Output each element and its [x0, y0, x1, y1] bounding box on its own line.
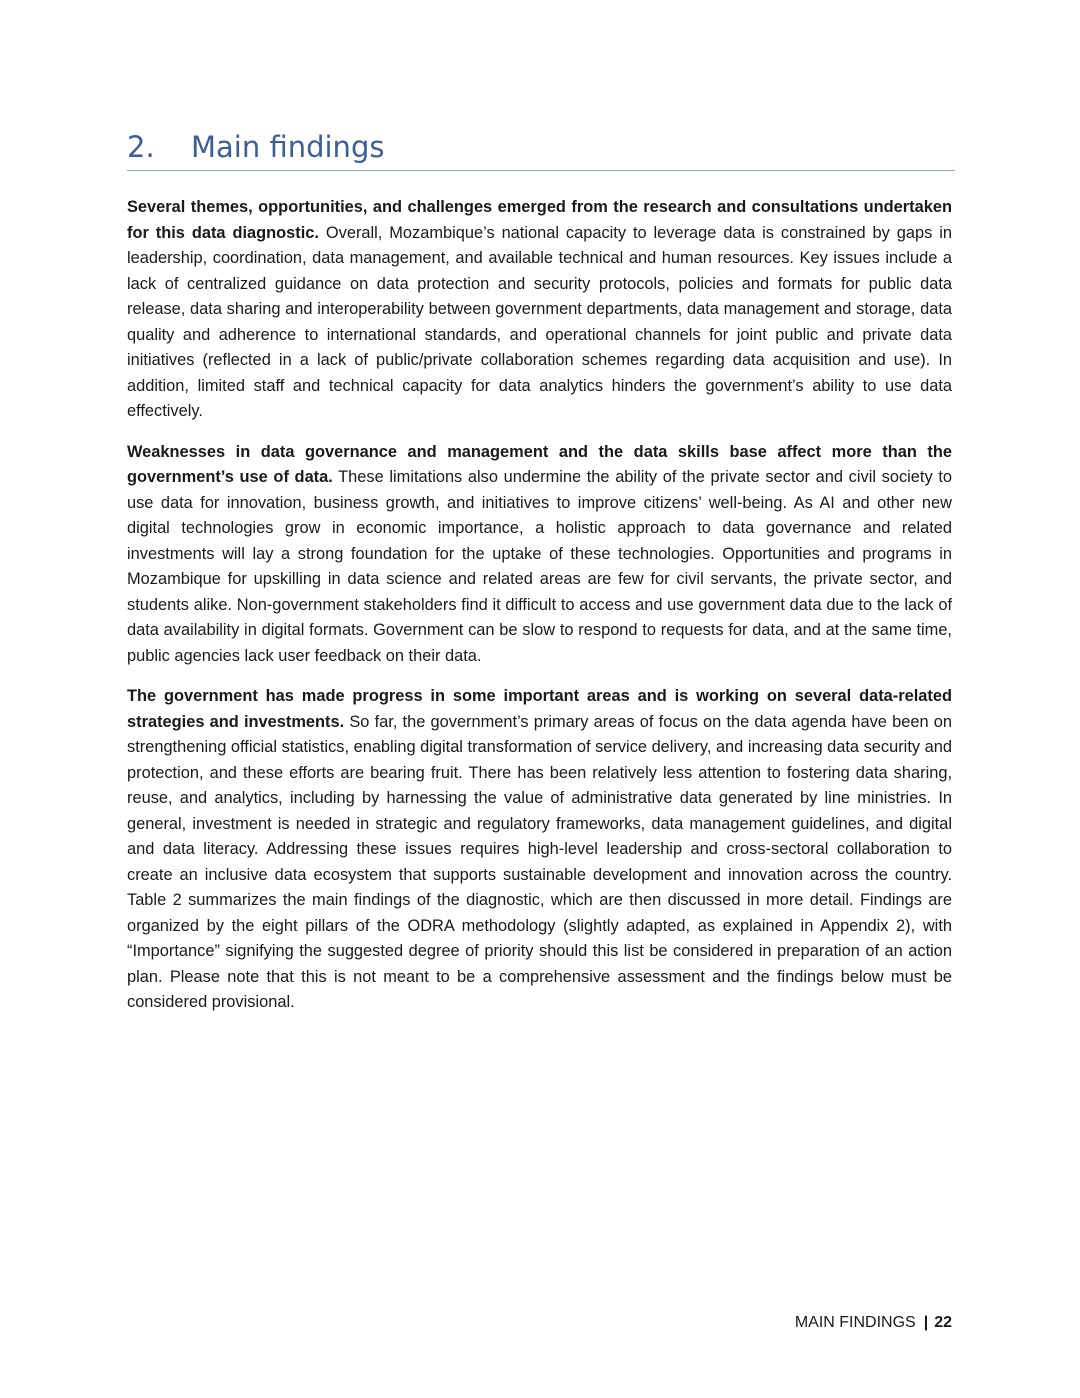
- running-title: MAIN FINDINGS: [794, 1314, 916, 1331]
- paragraph-3: [127, 684, 952, 1016]
- paragraph-3-lead: The government has made progress in some important areas and is working on several data-related strategies and investments.: [127, 687, 952, 731]
- paragraph-1-text: Overall, Mozambique’s national capacity to leverage data is constrained by gaps in leadership, coordination, data management, and available technical and human resources. Key issues include a lack of centralized guidance on data protection and security protocols, policies and formats for public data release, data sharing and interoperability between government departments, data management and storage, data quality and adherence to international standards, and operational channels for joint public and private data initiatives (reflected in a lack of public/private collaboration schemes regarding data acquisition and use). In addition, limited staff and technical capacity for data analytics hinders the government’s ability to use data effectively.: [127, 223, 952, 420]
- section-heading: [127, 128, 955, 171]
- paragraph-1: [127, 195, 952, 425]
- page-footer: [795, 1311, 952, 1335]
- footer-separator: |: [923, 1314, 929, 1331]
- body-text: [127, 195, 952, 1031]
- paragraph-2-text: These limitations also undermine the ability of the private sector and civil society to use data for innovation, business growth, and initiatives to improve citizens’ well-being. As AI and other new digital technologies grow in economic importance, a holistic approach to data governance and related investments will lay a strong foundation for the uptake of these technologies. Opportunities and programs in Mozambique for upskilling in data science and related areas are few for civil servants, the private sector, and students alike. Non-government stakeholders find it difficult to access and use government data due to the lack of data availability in digital formats. Government can be slow to respond to requests for data, and at the same time, public agencies lack user feedback on their data.: [127, 468, 952, 665]
- paragraph-2: [127, 440, 952, 670]
- section-number: 2.: [127, 130, 155, 164]
- paragraph-2-lead: Weaknesses in data governance and management and the data skills base affect more than the government’s use of data.: [127, 442, 952, 486]
- paragraph-3-text: So far, the government’s primary areas of focus on the data agenda have been on strengthening official statistics, enabling digital transformation of service delivery, and increasing data security and protection, and these efforts are bearing fruit. There has been relatively less attention to fostering data sharing, reuse, and analytics, including by harnessing the value of administrative data generated by line ministries. In general, investment is needed in strategic and regulatory frameworks, data management guidelines, and digital and data literacy. Addressing these issues requires high-level leadership and cross-sectoral collaboration to create an inclusive data ecosystem that supports sustainable development and innovation across the country. Table 2 summarizes the main findings of the diagnostic, which are then discussed in more detail. Findings are organized by the eight pillars of the ODRA methodology (slightly adapted, as explained in Appendix 2), with “Importance” signifying the suggested degree of priority should this list be considered in preparation of an action plan. Please note that this is not meant to be a comprehensive assessment and the findings below must be considered provisional.: [127, 712, 952, 1011]
- paragraph-1-lead: Several themes, opportunities, and challenges emerged from the research and consultations undertaken for this data diagnostic.: [127, 198, 952, 242]
- page-number: 22: [934, 1314, 952, 1331]
- section-title: Main findings: [191, 130, 385, 164]
